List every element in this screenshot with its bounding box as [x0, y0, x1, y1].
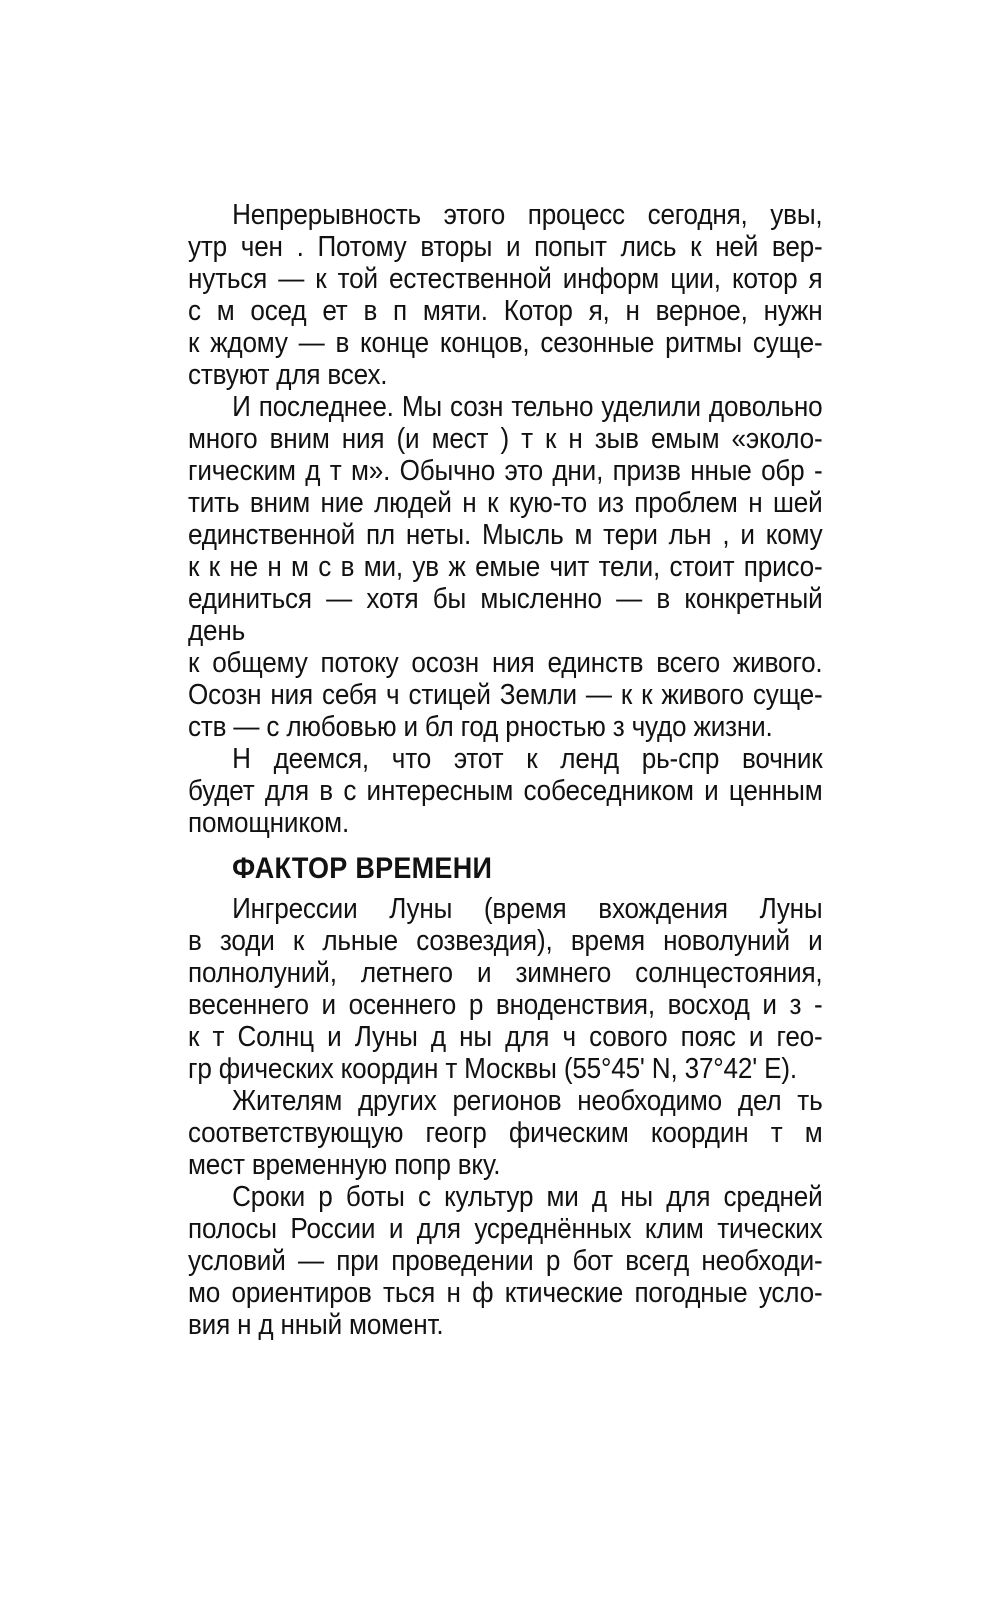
- paragraph: [188, 893, 823, 1085]
- text-line: к общему потоку осозн ния единств всего живого.: [188, 647, 823, 679]
- text-line: гическим д т м». Обычно это дни, призв нные обр -: [188, 455, 823, 487]
- text-line: будет для в с интересным собеседником и ценным: [188, 775, 823, 807]
- text-line: полосы России и для усреднённых клим тических: [188, 1213, 823, 1245]
- text-line: в зоди к льные созвездия), время новолуний и: [188, 925, 823, 957]
- text-line: И последнее. Мы созн тельно уделили довольно: [232, 391, 823, 423]
- paragraph: [188, 199, 823, 391]
- text-line: утр чен . Потому вторы и попыт лись к ней вер-: [188, 231, 823, 263]
- text-line: единственной пл неты. Мысль м тери льн , и кому: [188, 519, 823, 551]
- text-line: ств — с любовью и бл год рностью з чудо жизни.: [188, 711, 773, 743]
- text-line: гр фических координ т Москвы (55°45' N, 37°42' E).: [188, 1053, 797, 1085]
- text-line: помощником.: [188, 807, 350, 839]
- text-line: условий — при проведении р бот всегд необходи-: [188, 1245, 823, 1277]
- text-line: тить вним ние людей н к кую-то из проблем н шей: [188, 487, 823, 519]
- paragraph: [188, 743, 823, 839]
- text-line: к ждому — в конце концов, сезонные ритмы суще-: [188, 327, 823, 359]
- text-line: нуться — к той естественной информ ции, котор я: [188, 263, 823, 295]
- text-line: соответствующую геогр фическим координ т м: [188, 1117, 823, 1149]
- paragraph: [188, 1181, 823, 1341]
- text-line: Осозн ния себя ч стицей Земли — к к живого суще-: [188, 679, 823, 711]
- section-heading: ФАКТОР ВРЕМЕНИ: [232, 852, 493, 885]
- text-line: Жителям других регионов необходимо дел ть: [232, 1085, 823, 1117]
- text-line: Непрерывность этого процесс сегодня, увы,: [232, 199, 823, 231]
- text-line: весеннего и осеннего р вноденствия, восход и з -: [188, 989, 823, 1021]
- text-line: к к не н м с в ми, ув ж емые чит тели, стоит присо-: [188, 551, 823, 583]
- text-line: Сроки р боты с культур ми д ны для средней: [232, 1181, 823, 1213]
- text-line: вия н д нный момент.: [188, 1309, 444, 1341]
- text-line: полнолуний, летнего и зимнего солнцестояния,: [188, 957, 823, 989]
- text-line: к т Солнц и Луны д ны для ч сового пояс и гео-: [188, 1021, 823, 1053]
- page-text-column: [188, 199, 823, 1341]
- text-line: единиться — хотя бы мысленно — в конкретный день: [188, 583, 823, 647]
- text-line: Н деемся, что этот к ленд рь-спр вочник: [232, 743, 823, 775]
- text-line: много вним ния (и мест ) т к н зыв емым «эколо-: [188, 423, 823, 455]
- text-line: с м осед ет в п мяти. Котор я, н верное, нужн: [188, 295, 823, 327]
- text-line: мо ориентиров ться н ф ктические погодные усло-: [188, 1277, 823, 1309]
- paragraph: [188, 391, 823, 743]
- text-line: Ингрессии Луны (время вхождения Луны: [232, 893, 823, 925]
- text-line: ствуют для всех.: [188, 359, 388, 391]
- paragraph: [188, 1085, 823, 1181]
- text-line: мест временную попр вку.: [188, 1149, 501, 1181]
